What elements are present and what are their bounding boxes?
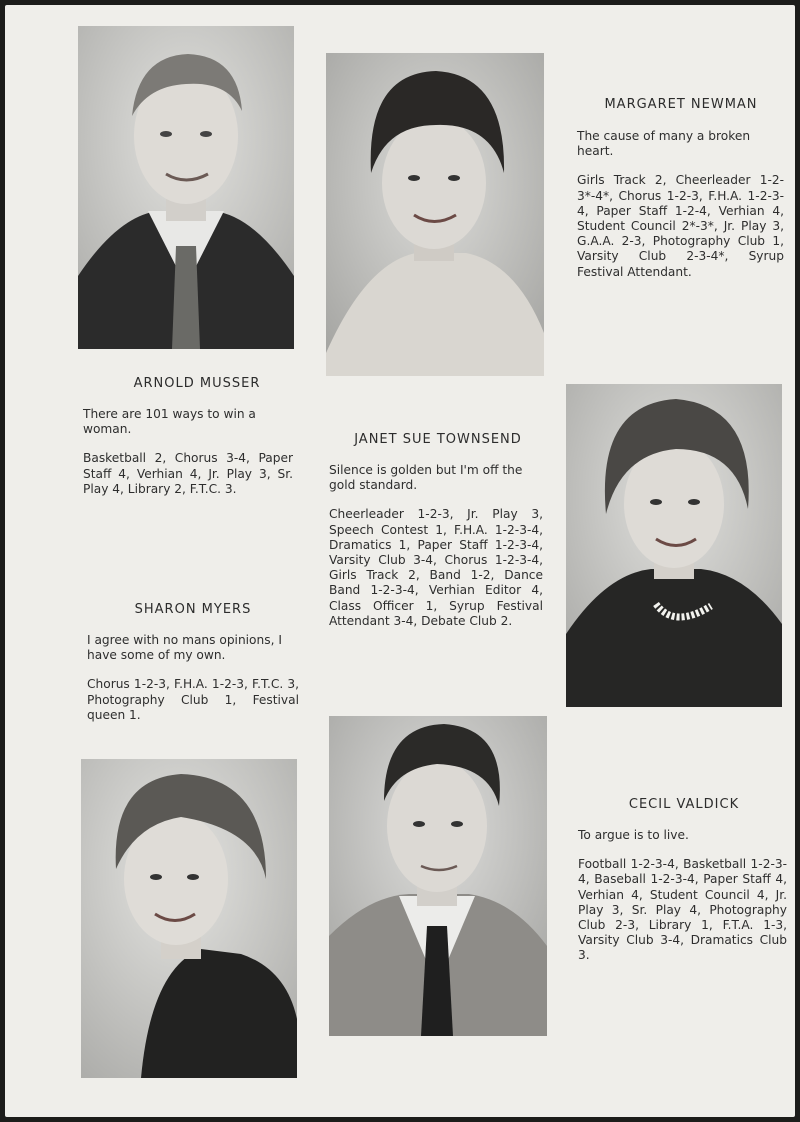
student-activities: Football 1-2-3-4, Basketball 1-2-3-4, Baseball 1-2-3-4, Paper Staff 4, Verhian 4, Student Council 4, Jr. Play 3, Sr. Play 4, Photography Club 2-3, Library 1, F.T.A. 1-3, Varsity Club 3-4, Dramatics Club 3. — [578, 857, 787, 963]
portrait-arnold-musser — [78, 26, 294, 349]
portrait-cecil-valdick — [329, 716, 547, 1036]
student-name-arnold-musser: ARNOLD MUSSER — [133, 376, 261, 391]
student-quote: The cause of many a broken heart. — [577, 129, 751, 159]
student-quote: There are 101 ways to win a woman. — [83, 407, 256, 437]
student-bio-janet-sue-townsend — [329, 463, 543, 643]
student-quote: I agree with no mans opinions, I have some of my own. — [87, 633, 282, 663]
student-activities: Girls Track 2, Cheerleader 1-2-3*-4*, Chorus 1-2-3, F.H.A. 1-2-3-4, Paper Staff 1-2-4, Verhian 4, Student Council 2*-3*, Jr. Play 3, G.A.A. 2-3, Photography Club 1, Varsity Club 2-3-4*, Syrup Festival Attendant. — [577, 173, 784, 279]
student-name-janet-sue-townsend: JANET SUE TOWNSEND — [354, 432, 522, 447]
yearbook-page — [5, 5, 795, 1117]
student-bio-margaret-newman — [577, 129, 784, 294]
portrait-janet-sue-townsend — [566, 384, 782, 707]
student-name-cecil-valdick: CECIL VALDICK — [628, 797, 740, 812]
student-name-sharon-myers: SHARON MYERS — [134, 602, 252, 617]
student-name-margaret-newman: MARGARET NEWMAN — [604, 97, 758, 112]
student-activities: Cheerleader 1-2-3, Jr. Play 3, Speech Contest 1, F.H.A. 1-2-3-4, Dramatics 1, Paper Staff 1-2-3-4, Varsity Club 3-4, Chorus 1-2-3-4, Girls Track 2, Band 1-2, Dance Band 1-2-3-4, Verhian Editor 4, Class Officer 1, Syrup Festival Attendant 3-4, Debate Club 2. — [329, 507, 543, 628]
portrait-sharon-myers — [81, 759, 297, 1078]
student-bio-arnold-musser — [83, 407, 293, 511]
portrait-margaret-newman — [326, 53, 544, 376]
student-bio-sharon-myers — [87, 633, 299, 737]
student-activities: Basketball 2, Chorus 3-4, Paper Staff 4, Verhian 4, Jr. Play 3, Sr. Play 4, Library 2, F.T.C. 3. — [83, 451, 293, 496]
student-bio-cecil-valdick — [578, 828, 787, 978]
student-quote: To argue is to live. — [578, 828, 689, 842]
student-quote: Silence is golden but I'm off the gold standard. — [329, 463, 523, 493]
student-activities: Chorus 1-2-3, F.H.A. 1-2-3, F.T.C. 3, Photography Club 1, Festival queen 1. — [87, 677, 299, 722]
